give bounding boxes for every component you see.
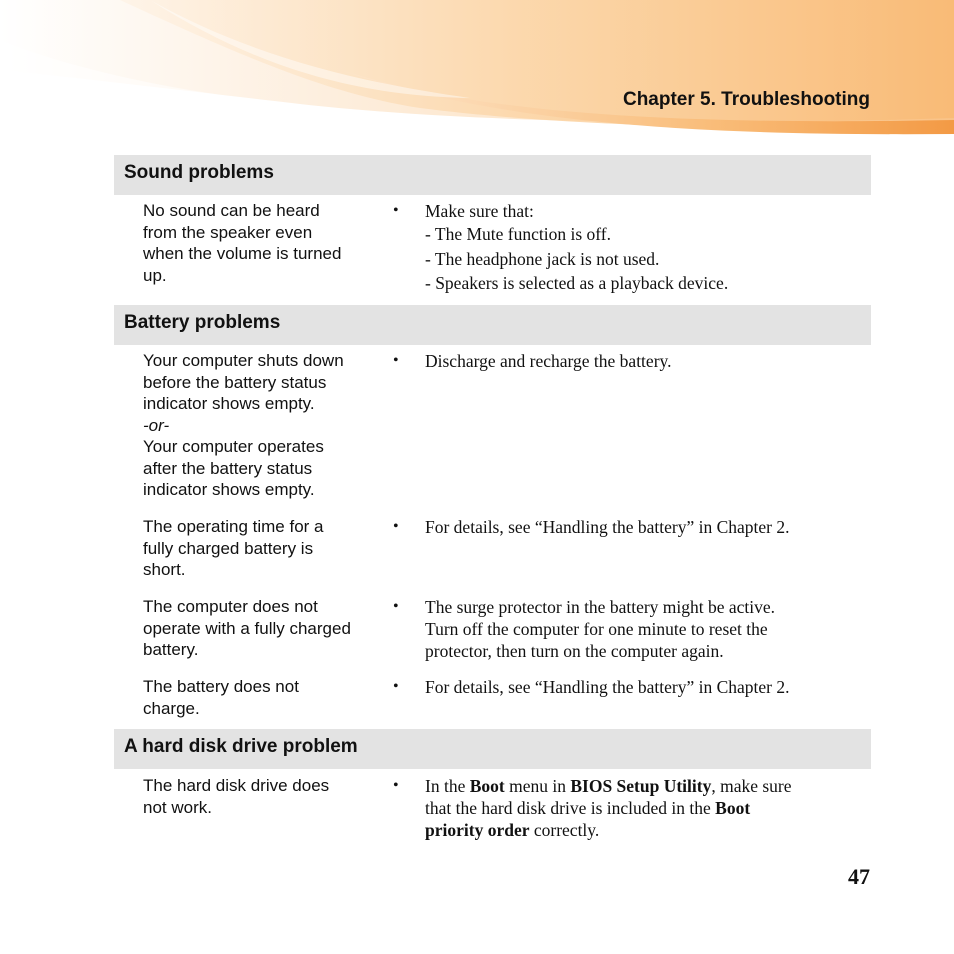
bullet: • [393, 777, 399, 794]
solution-line: For details, see “Handling the battery” in Chapter 2. [425, 517, 790, 537]
header-banner [0, 0, 954, 140]
solution-line: Turn off the computer for one minute to reset the [425, 619, 768, 639]
priority-order-term: priority order [425, 820, 530, 840]
solution-text: , make sure [711, 776, 792, 796]
solution-hdd-not-work [425, 775, 871, 841]
problem-line: indicator shows empty. [143, 480, 315, 499]
problem-shuts-down [143, 350, 378, 501]
problem-line: after the battery status [143, 458, 313, 478]
problem-line: The computer does not [143, 597, 318, 616]
problem-line: battery. [143, 640, 199, 659]
problem-line: from the speaker even [143, 222, 313, 242]
chapter-title: Chapter 5. Troubleshooting [622, 89, 870, 110]
problem-line: fully charged battery is [143, 538, 314, 558]
solution-text: In the [425, 776, 470, 796]
problem-line: up. [143, 265, 167, 285]
problem-line: operate with a fully charged [143, 618, 351, 638]
problem-line: The operating time for a [143, 517, 324, 536]
problem-line: before the battery status [143, 372, 327, 392]
bullet: • [393, 352, 399, 369]
solution-line [425, 819, 871, 841]
solution-line: Discharge and recharge the battery. [425, 351, 672, 371]
solution-text: menu in [504, 776, 571, 796]
problem-line: charge. [143, 698, 200, 718]
problem-operating-time [143, 516, 378, 581]
problem-line: when the volume is turned [143, 244, 342, 263]
problem-hdd-not-work [143, 775, 378, 818]
problem-line: Your computer operates [143, 437, 324, 456]
problem-line: No sound can be heard [143, 201, 320, 220]
problem-line: not work. [143, 797, 212, 817]
bios-setup-utility-term: BIOS Setup Utility [570, 776, 712, 796]
section-header-sound: Sound problems [114, 155, 871, 195]
boot-priority-term: Boot [715, 798, 751, 818]
solution-does-not-charge [425, 676, 871, 698]
section-header-hdd: A hard disk drive problem [114, 729, 871, 769]
solution-line [425, 797, 871, 819]
solution-line: Make sure that: [425, 201, 534, 221]
bullet: • [393, 598, 399, 615]
solution-line: protector, then turn on the computer again. [425, 641, 724, 661]
solution-line [425, 775, 871, 797]
problem-line-or: -or- [143, 415, 170, 435]
bullet: • [393, 202, 399, 219]
problem-line: short. [143, 560, 186, 579]
problem-does-not-operate [143, 596, 378, 661]
solution-text: correctly. [529, 820, 600, 840]
problem-no-sound [143, 200, 378, 286]
solution-operating-time [425, 516, 871, 538]
page-number: 47 [848, 864, 870, 889]
solution-sub-item: - Speakers is selected as a playback device. [425, 273, 729, 293]
solution-no-sound [425, 200, 871, 296]
problem-line: The battery does not [143, 677, 299, 696]
problem-line: indicator shows empty. [143, 394, 315, 413]
solution-line: For details, see “Handling the battery” in Chapter 2. [425, 677, 790, 697]
section-header-battery: Battery problems [114, 305, 871, 345]
solution-sub-item: - The headphone jack is not used. [425, 248, 660, 269]
problem-line: Your computer shuts down [143, 351, 344, 370]
solution-line: The surge protector in the battery might be active. [425, 597, 776, 617]
problem-does-not-charge [143, 676, 378, 719]
problem-line: The hard disk drive does [143, 776, 330, 795]
solution-shuts-down [425, 350, 871, 372]
bullet: • [393, 678, 399, 695]
bullet: • [393, 518, 399, 535]
solution-text: that the hard disk drive is included in the [425, 798, 716, 818]
solution-does-not-operate [425, 596, 871, 662]
solution-sub-item: - The Mute function is off. [425, 224, 611, 244]
boot-menu-term: Boot [469, 776, 505, 796]
